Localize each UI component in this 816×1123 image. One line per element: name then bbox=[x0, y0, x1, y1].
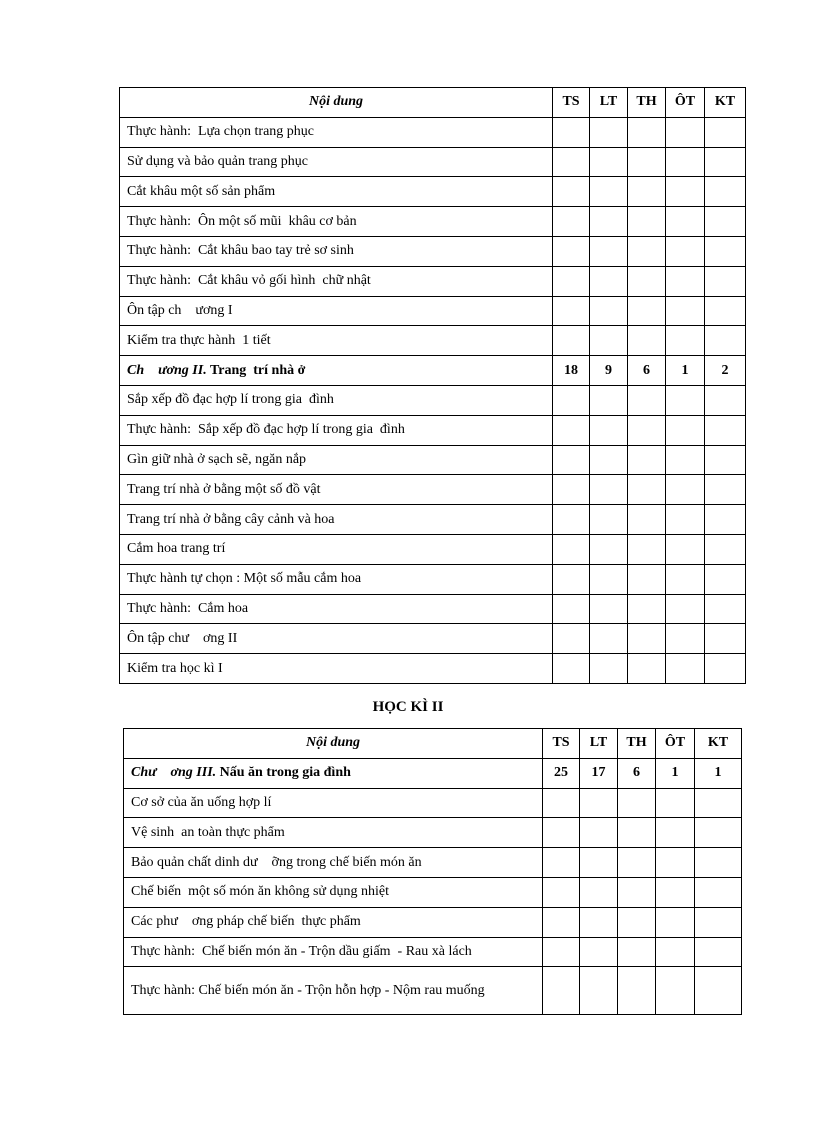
cell-th bbox=[628, 654, 666, 684]
lesson-content-cell: Trang trí nhà ở bằng một số đồ vật bbox=[120, 475, 553, 505]
table-header-row bbox=[120, 88, 746, 118]
cell-ts bbox=[553, 326, 590, 356]
lesson-content-cell: Kiểm tra thực hành 1 tiết bbox=[120, 326, 553, 356]
table-row bbox=[120, 594, 746, 624]
cell-lt bbox=[590, 207, 628, 237]
cell-th bbox=[628, 385, 666, 415]
cell-lt bbox=[590, 594, 628, 624]
lesson-table-semester-1 bbox=[119, 87, 746, 684]
header-ot: ÔT bbox=[666, 88, 705, 118]
cell-th bbox=[618, 818, 656, 848]
lesson-content-cell: Thực hành: Cắt khâu bao tay trẻ sơ sinh bbox=[120, 236, 553, 266]
cell-ts bbox=[543, 877, 580, 907]
cell-kt bbox=[705, 236, 746, 266]
cell-th bbox=[628, 594, 666, 624]
cell-ot bbox=[666, 326, 705, 356]
cell-lt bbox=[580, 848, 618, 878]
cell-ot bbox=[666, 117, 705, 147]
cell-ot bbox=[656, 907, 695, 937]
cell-th bbox=[618, 848, 656, 878]
header-lt: LT bbox=[590, 88, 628, 118]
cell-th bbox=[628, 207, 666, 237]
table-row bbox=[120, 654, 746, 684]
cell-kt bbox=[705, 594, 746, 624]
cell-th bbox=[628, 266, 666, 296]
lesson-content-cell: Ôn tập ch ương I bbox=[120, 296, 553, 326]
cell-lt bbox=[590, 326, 628, 356]
table-row bbox=[124, 937, 742, 967]
lesson-content-cell: Thực hành: Ôn một số mũi khâu cơ bản bbox=[120, 207, 553, 237]
cell-ts bbox=[553, 266, 590, 296]
chapter-title-cell bbox=[124, 758, 543, 788]
lesson-content-cell: Chế biến một số món ăn không sử dụng nhiệt bbox=[124, 877, 543, 907]
lesson-table-semester-2 bbox=[123, 728, 742, 1015]
cell-ts: 25 bbox=[543, 758, 580, 788]
table-row bbox=[120, 534, 746, 564]
cell-kt bbox=[705, 505, 746, 535]
table-row bbox=[124, 907, 742, 937]
lesson-content-cell: Kiểm tra học kì I bbox=[120, 654, 553, 684]
cell-ot bbox=[656, 967, 695, 1015]
cell-kt bbox=[695, 937, 742, 967]
cell-th bbox=[628, 177, 666, 207]
cell-kt bbox=[705, 564, 746, 594]
cell-ot: 1 bbox=[656, 758, 695, 788]
cell-ot bbox=[666, 564, 705, 594]
cell-lt bbox=[590, 505, 628, 535]
cell-ts bbox=[543, 967, 580, 1015]
lesson-content-cell: Cắt khâu một số sản phẩm bbox=[120, 177, 553, 207]
lesson-content-cell: Ôn tập chư ơng II bbox=[120, 624, 553, 654]
cell-ot bbox=[656, 848, 695, 878]
cell-th bbox=[628, 564, 666, 594]
cell-ot bbox=[666, 624, 705, 654]
lesson-content-cell: Trang trí nhà ở bằng cây cảnh và hoa bbox=[120, 505, 553, 535]
header-kt: KT bbox=[695, 729, 742, 759]
lesson-content-cell: Cắm hoa trang trí bbox=[120, 534, 553, 564]
cell-th: 6 bbox=[618, 758, 656, 788]
header-ts: TS bbox=[553, 88, 590, 118]
cell-ts bbox=[543, 848, 580, 878]
chapter-number: Chư ơng III. bbox=[131, 765, 217, 781]
cell-ts bbox=[553, 385, 590, 415]
cell-lt bbox=[580, 907, 618, 937]
cell-ot bbox=[666, 236, 705, 266]
cell-th bbox=[628, 505, 666, 535]
cell-ts bbox=[553, 624, 590, 654]
cell-lt bbox=[590, 564, 628, 594]
cell-ts bbox=[553, 117, 590, 147]
cell-th bbox=[628, 624, 666, 654]
cell-ot bbox=[666, 475, 705, 505]
header-th: TH bbox=[628, 88, 666, 118]
lesson-content-cell: Thực hành: Cắm hoa bbox=[120, 594, 553, 624]
table-row bbox=[120, 415, 746, 445]
cell-ts bbox=[553, 296, 590, 326]
cell-ts bbox=[553, 236, 590, 266]
cell-th bbox=[628, 326, 666, 356]
table-row bbox=[124, 818, 742, 848]
table-row bbox=[124, 788, 742, 818]
chapter-title-cell bbox=[120, 356, 553, 386]
cell-ot bbox=[666, 177, 705, 207]
table-row bbox=[120, 564, 746, 594]
cell-ot bbox=[666, 654, 705, 684]
lesson-content-cell: Thực hành: Lựa chọn trang phục bbox=[120, 117, 553, 147]
cell-kt bbox=[705, 475, 746, 505]
cell-lt bbox=[590, 475, 628, 505]
cell-kt bbox=[705, 117, 746, 147]
lesson-content-cell: Thực hành tự chọn : Một số mẫu cắm hoa bbox=[120, 564, 553, 594]
cell-th: 6 bbox=[628, 356, 666, 386]
cell-th bbox=[618, 877, 656, 907]
cell-kt bbox=[705, 385, 746, 415]
cell-ts bbox=[553, 445, 590, 475]
lesson-content-cell: Sắp xếp đồ đạc hợp lí trong gia đình bbox=[120, 385, 553, 415]
header-ot: ÔT bbox=[656, 729, 695, 759]
cell-th bbox=[628, 117, 666, 147]
cell-ot bbox=[666, 147, 705, 177]
chapter-name: Trang trí nhà ở bbox=[206, 362, 306, 378]
table-row bbox=[120, 266, 746, 296]
cell-lt bbox=[590, 266, 628, 296]
cell-th bbox=[628, 445, 666, 475]
lesson-content-cell: Sử dụng và bảo quản trang phục bbox=[120, 147, 553, 177]
lesson-content-cell: Thực hành: Chế biến món ăn - Trộn dầu giấm - Rau xà lách bbox=[124, 937, 543, 967]
cell-ot bbox=[666, 505, 705, 535]
lesson-content-cell: Gìn giữ nhà ở sạch sẽ, ngăn nắp bbox=[120, 445, 553, 475]
cell-th bbox=[618, 788, 656, 818]
cell-th bbox=[628, 296, 666, 326]
cell-ot bbox=[666, 445, 705, 475]
cell-lt bbox=[590, 117, 628, 147]
cell-th bbox=[618, 907, 656, 937]
cell-kt bbox=[705, 207, 746, 237]
cell-kt bbox=[695, 907, 742, 937]
cell-ts bbox=[553, 534, 590, 564]
table-header-row bbox=[124, 729, 742, 759]
table-row bbox=[120, 147, 746, 177]
header-kt: KT bbox=[705, 88, 746, 118]
cell-kt bbox=[695, 967, 742, 1015]
cell-kt bbox=[695, 818, 742, 848]
table-row bbox=[120, 236, 746, 266]
cell-ot bbox=[656, 818, 695, 848]
cell-ot bbox=[666, 266, 705, 296]
cell-kt bbox=[705, 624, 746, 654]
cell-lt bbox=[590, 147, 628, 177]
lesson-content-cell: Các phư ơng pháp chế biến thực phẩm bbox=[124, 907, 543, 937]
cell-ot bbox=[656, 788, 695, 818]
lesson-content-cell: Bảo quản chất dinh dư ỡng trong chế biến món ăn bbox=[124, 848, 543, 878]
cell-ot bbox=[666, 594, 705, 624]
header-th: TH bbox=[618, 729, 656, 759]
cell-kt bbox=[705, 415, 746, 445]
chapter-row bbox=[124, 758, 742, 788]
cell-kt bbox=[705, 177, 746, 207]
cell-ts bbox=[553, 177, 590, 207]
table-row bbox=[120, 296, 746, 326]
semester-title: HỌC KÌ II bbox=[372, 699, 444, 715]
chapter-number: Ch ương II. bbox=[127, 362, 207, 378]
cell-lt bbox=[590, 624, 628, 654]
lesson-content-cell: Thực hành: Cắt khâu vỏ gối hình chữ nhật bbox=[120, 266, 553, 296]
lesson-content-cell: Thực hành: Chế biến món ăn - Trộn hỗn hợp - Nộm rau muống bbox=[124, 967, 543, 1015]
cell-ot bbox=[666, 415, 705, 445]
cell-ot bbox=[666, 385, 705, 415]
cell-ts bbox=[553, 564, 590, 594]
header-ts: TS bbox=[543, 729, 580, 759]
cell-lt bbox=[580, 877, 618, 907]
cell-kt bbox=[695, 877, 742, 907]
cell-kt: 1 bbox=[695, 758, 742, 788]
cell-ot bbox=[666, 534, 705, 564]
cell-th bbox=[618, 967, 656, 1015]
cell-ot: 1 bbox=[666, 356, 705, 386]
cell-kt bbox=[705, 534, 746, 564]
cell-lt bbox=[590, 654, 628, 684]
lesson-content-cell: Vệ sinh an toàn thực phẩm bbox=[124, 818, 543, 848]
cell-kt bbox=[705, 326, 746, 356]
cell-lt bbox=[590, 296, 628, 326]
table-row bbox=[124, 848, 742, 878]
cell-th bbox=[618, 937, 656, 967]
chapter-row bbox=[120, 356, 746, 386]
cell-lt bbox=[590, 177, 628, 207]
cell-ot bbox=[656, 937, 695, 967]
cell-lt bbox=[590, 415, 628, 445]
header-content: Nội dung bbox=[120, 88, 553, 118]
cell-kt: 2 bbox=[705, 356, 746, 386]
table-row bbox=[120, 475, 746, 505]
table-row bbox=[120, 385, 746, 415]
lesson-content-cell: Thực hành: Sắp xếp đồ đạc hợp lí trong gia đình bbox=[120, 415, 553, 445]
cell-lt bbox=[590, 445, 628, 475]
cell-th bbox=[628, 415, 666, 445]
cell-th bbox=[628, 475, 666, 505]
cell-lt bbox=[590, 236, 628, 266]
cell-lt bbox=[590, 534, 628, 564]
cell-kt bbox=[705, 654, 746, 684]
cell-kt bbox=[705, 296, 746, 326]
cell-ts: 18 bbox=[553, 356, 590, 386]
cell-th bbox=[628, 534, 666, 564]
cell-ts bbox=[553, 505, 590, 535]
cell-lt bbox=[580, 818, 618, 848]
cell-ts bbox=[543, 818, 580, 848]
chapter-name: Nấu ăn trong gia đình bbox=[216, 765, 351, 781]
table-row bbox=[120, 117, 746, 147]
cell-ts bbox=[543, 788, 580, 818]
cell-kt bbox=[705, 266, 746, 296]
header-lt: LT bbox=[580, 729, 618, 759]
cell-lt bbox=[580, 788, 618, 818]
cell-ts bbox=[553, 147, 590, 177]
cell-kt bbox=[705, 147, 746, 177]
table-row bbox=[120, 326, 746, 356]
table-row bbox=[120, 177, 746, 207]
table-row bbox=[120, 207, 746, 237]
table-row bbox=[124, 877, 742, 907]
cell-th bbox=[628, 147, 666, 177]
cell-ts bbox=[553, 654, 590, 684]
cell-kt bbox=[695, 788, 742, 818]
cell-ot bbox=[656, 877, 695, 907]
cell-th bbox=[628, 236, 666, 266]
cell-ts bbox=[553, 594, 590, 624]
cell-kt bbox=[705, 445, 746, 475]
cell-ts bbox=[543, 937, 580, 967]
cell-lt bbox=[580, 937, 618, 967]
table-row bbox=[120, 505, 746, 535]
cell-ts bbox=[553, 207, 590, 237]
table-row bbox=[120, 624, 746, 654]
cell-ot bbox=[666, 207, 705, 237]
cell-ts bbox=[543, 907, 580, 937]
cell-ts bbox=[553, 475, 590, 505]
lesson-content-cell: Cơ sở của ăn uống hợp lí bbox=[124, 788, 543, 818]
cell-ts bbox=[553, 415, 590, 445]
cell-lt: 17 bbox=[580, 758, 618, 788]
cell-ot bbox=[666, 296, 705, 326]
table-row bbox=[120, 445, 746, 475]
cell-kt bbox=[695, 848, 742, 878]
header-content: Nội dung bbox=[124, 729, 543, 759]
cell-lt bbox=[580, 967, 618, 1015]
cell-lt bbox=[590, 385, 628, 415]
table-row bbox=[124, 967, 742, 1015]
cell-lt: 9 bbox=[590, 356, 628, 386]
